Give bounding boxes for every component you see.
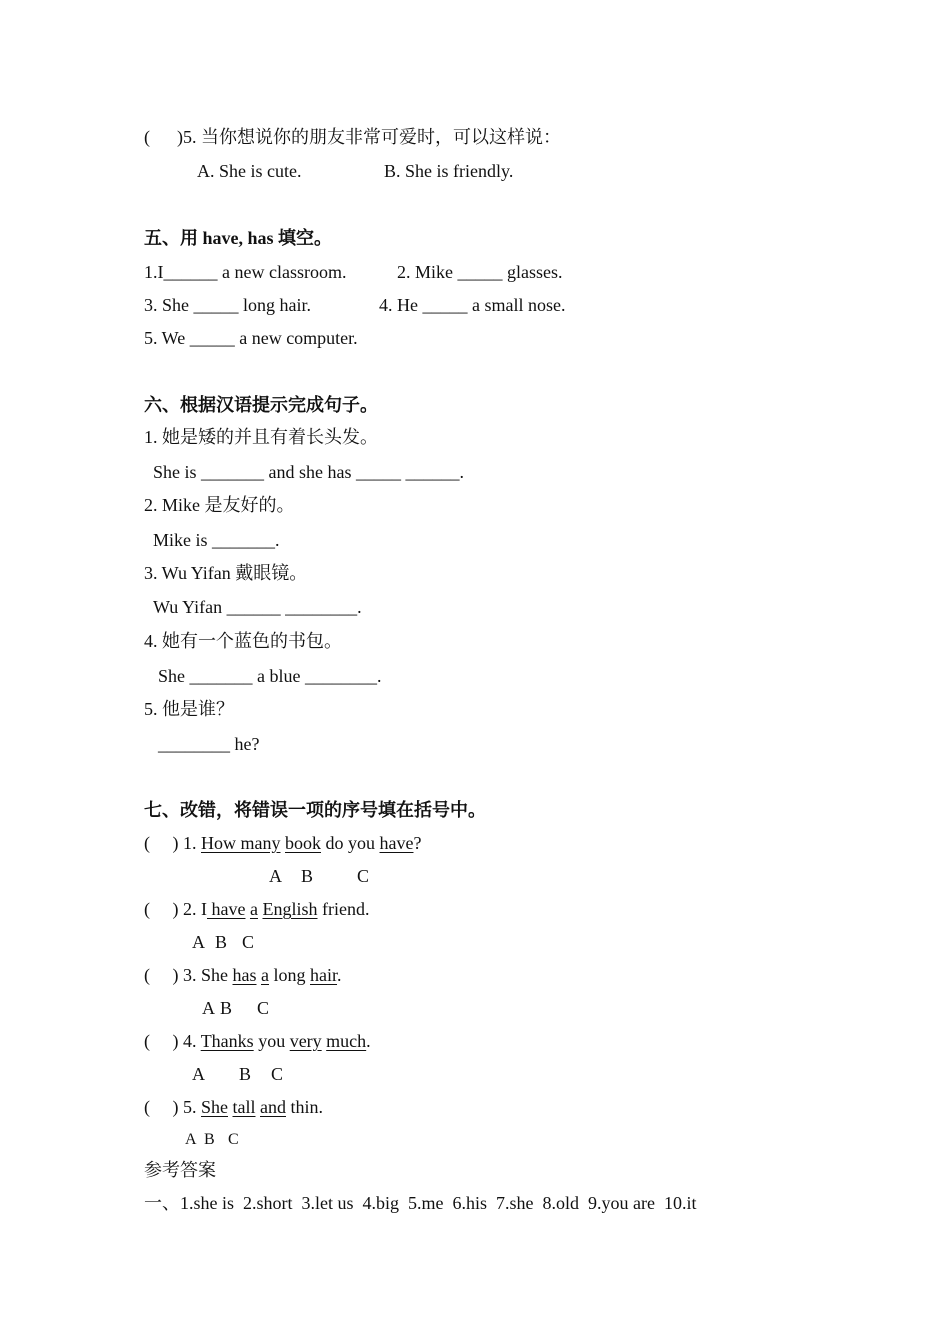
option-c-text: English [262, 899, 318, 919]
marker-a: A [192, 1064, 205, 1084]
marker-b: B [204, 1131, 215, 1148]
s6-item-5-answer: ________ he? [158, 734, 260, 754]
option-b-text: book [285, 833, 321, 853]
marker-b: B [239, 1064, 252, 1084]
marker-a: A [269, 866, 282, 886]
section-7-heading: 七、改错，将错误一项的序号填在括号中。 [144, 800, 486, 820]
option-b-text: tall [232, 1097, 256, 1117]
option-c-text: have [379, 833, 414, 853]
answers-line-1: 一、1.she is 2.short 3.let us 4.big 5.me 6.his 7.she 8.old 9.you are 10.it [144, 1193, 697, 1213]
marker-c: C [242, 932, 255, 952]
question-4-5: ( )5. 当你想说你的朋友非常可爱时，可以这样说： [144, 127, 561, 147]
s6-item-2: 2. Mike 是友好的。 [144, 495, 295, 515]
option-b: B. She is friendly. [384, 161, 514, 181]
answer-paren: ( ) [144, 965, 179, 985]
option-c-text: and [260, 1097, 286, 1117]
s7-question-4: ( ) 4. Thanks you very much. [144, 1031, 371, 1051]
s6-item-3-answer: Wu Yifan ______ ________. [153, 597, 362, 617]
option-a-text: How many [201, 833, 281, 853]
answer-paren: ( ) [144, 1031, 179, 1051]
option-a-text: Thanks [200, 1031, 254, 1051]
answers-title: 参考答案 [144, 1160, 216, 1180]
answer-paren: ( ) [144, 833, 179, 853]
marker-c: C [228, 1131, 239, 1148]
answer-paren: ( ) [144, 1097, 179, 1117]
s7-question-5: ( ) 5. She tall and thin. [144, 1097, 324, 1117]
marker-a: A [202, 998, 215, 1018]
option-a-text: has [232, 965, 257, 985]
s6-item-1-answer: She is _______ and she has _____ ______. [153, 462, 464, 482]
marker-b: B [215, 932, 228, 952]
s5-item-3: 3. She _____ long hair. [144, 295, 311, 315]
s6-item-3: 3. Wu Yifan 戴眼镜。 [144, 563, 308, 583]
answer-paren: ( ) [144, 899, 179, 919]
option-a-text: have [207, 899, 246, 919]
marker-b: B [301, 866, 314, 886]
s7-question-2: ( ) 2. I have a English friend. [144, 899, 370, 919]
marker-a: A [185, 1131, 197, 1148]
section-5-heading: 五、用 have, has 填空。 [144, 228, 333, 248]
s6-item-4-answer: She _______ a blue ________. [158, 666, 382, 686]
s5-item-1: 1.I______ a new classroom. [144, 262, 347, 282]
marker-b: B [220, 998, 233, 1018]
s6-item-4: 4. 她有一个蓝色的书包。 [144, 631, 342, 651]
marker-a: A [192, 932, 205, 952]
option-b-text: a [261, 965, 269, 985]
option-a: A. She is cute. [197, 161, 302, 181]
option-c-text: much [326, 1031, 367, 1051]
s6-item-1: 1. 她是矮的并且有着长头发。 [144, 427, 378, 447]
option-b-text: very [289, 1031, 322, 1051]
s6-item-2-answer: Mike is _______. [153, 530, 280, 550]
marker-c: C [257, 998, 270, 1018]
s5-item-2: 2. Mike _____ glasses. [397, 262, 563, 282]
option-c-text: hair [310, 965, 338, 985]
s5-item-4: 4. He _____ a small nose. [379, 295, 566, 315]
s7-question-1: ( ) 1. How many book do you have? [144, 833, 422, 853]
s5-item-5: 5. We _____ a new computer. [144, 328, 358, 348]
marker-c: C [271, 1064, 284, 1084]
section-6-heading: 六、根据汉语提示完成句子。 [144, 395, 378, 415]
s7-question-3: ( ) 3. She has a long hair. [144, 965, 342, 985]
marker-c: C [357, 866, 370, 886]
option-b-text: a [249, 899, 258, 919]
s6-item-5: 5. 他是谁？ [144, 699, 234, 719]
option-a-text: She [201, 1097, 228, 1117]
